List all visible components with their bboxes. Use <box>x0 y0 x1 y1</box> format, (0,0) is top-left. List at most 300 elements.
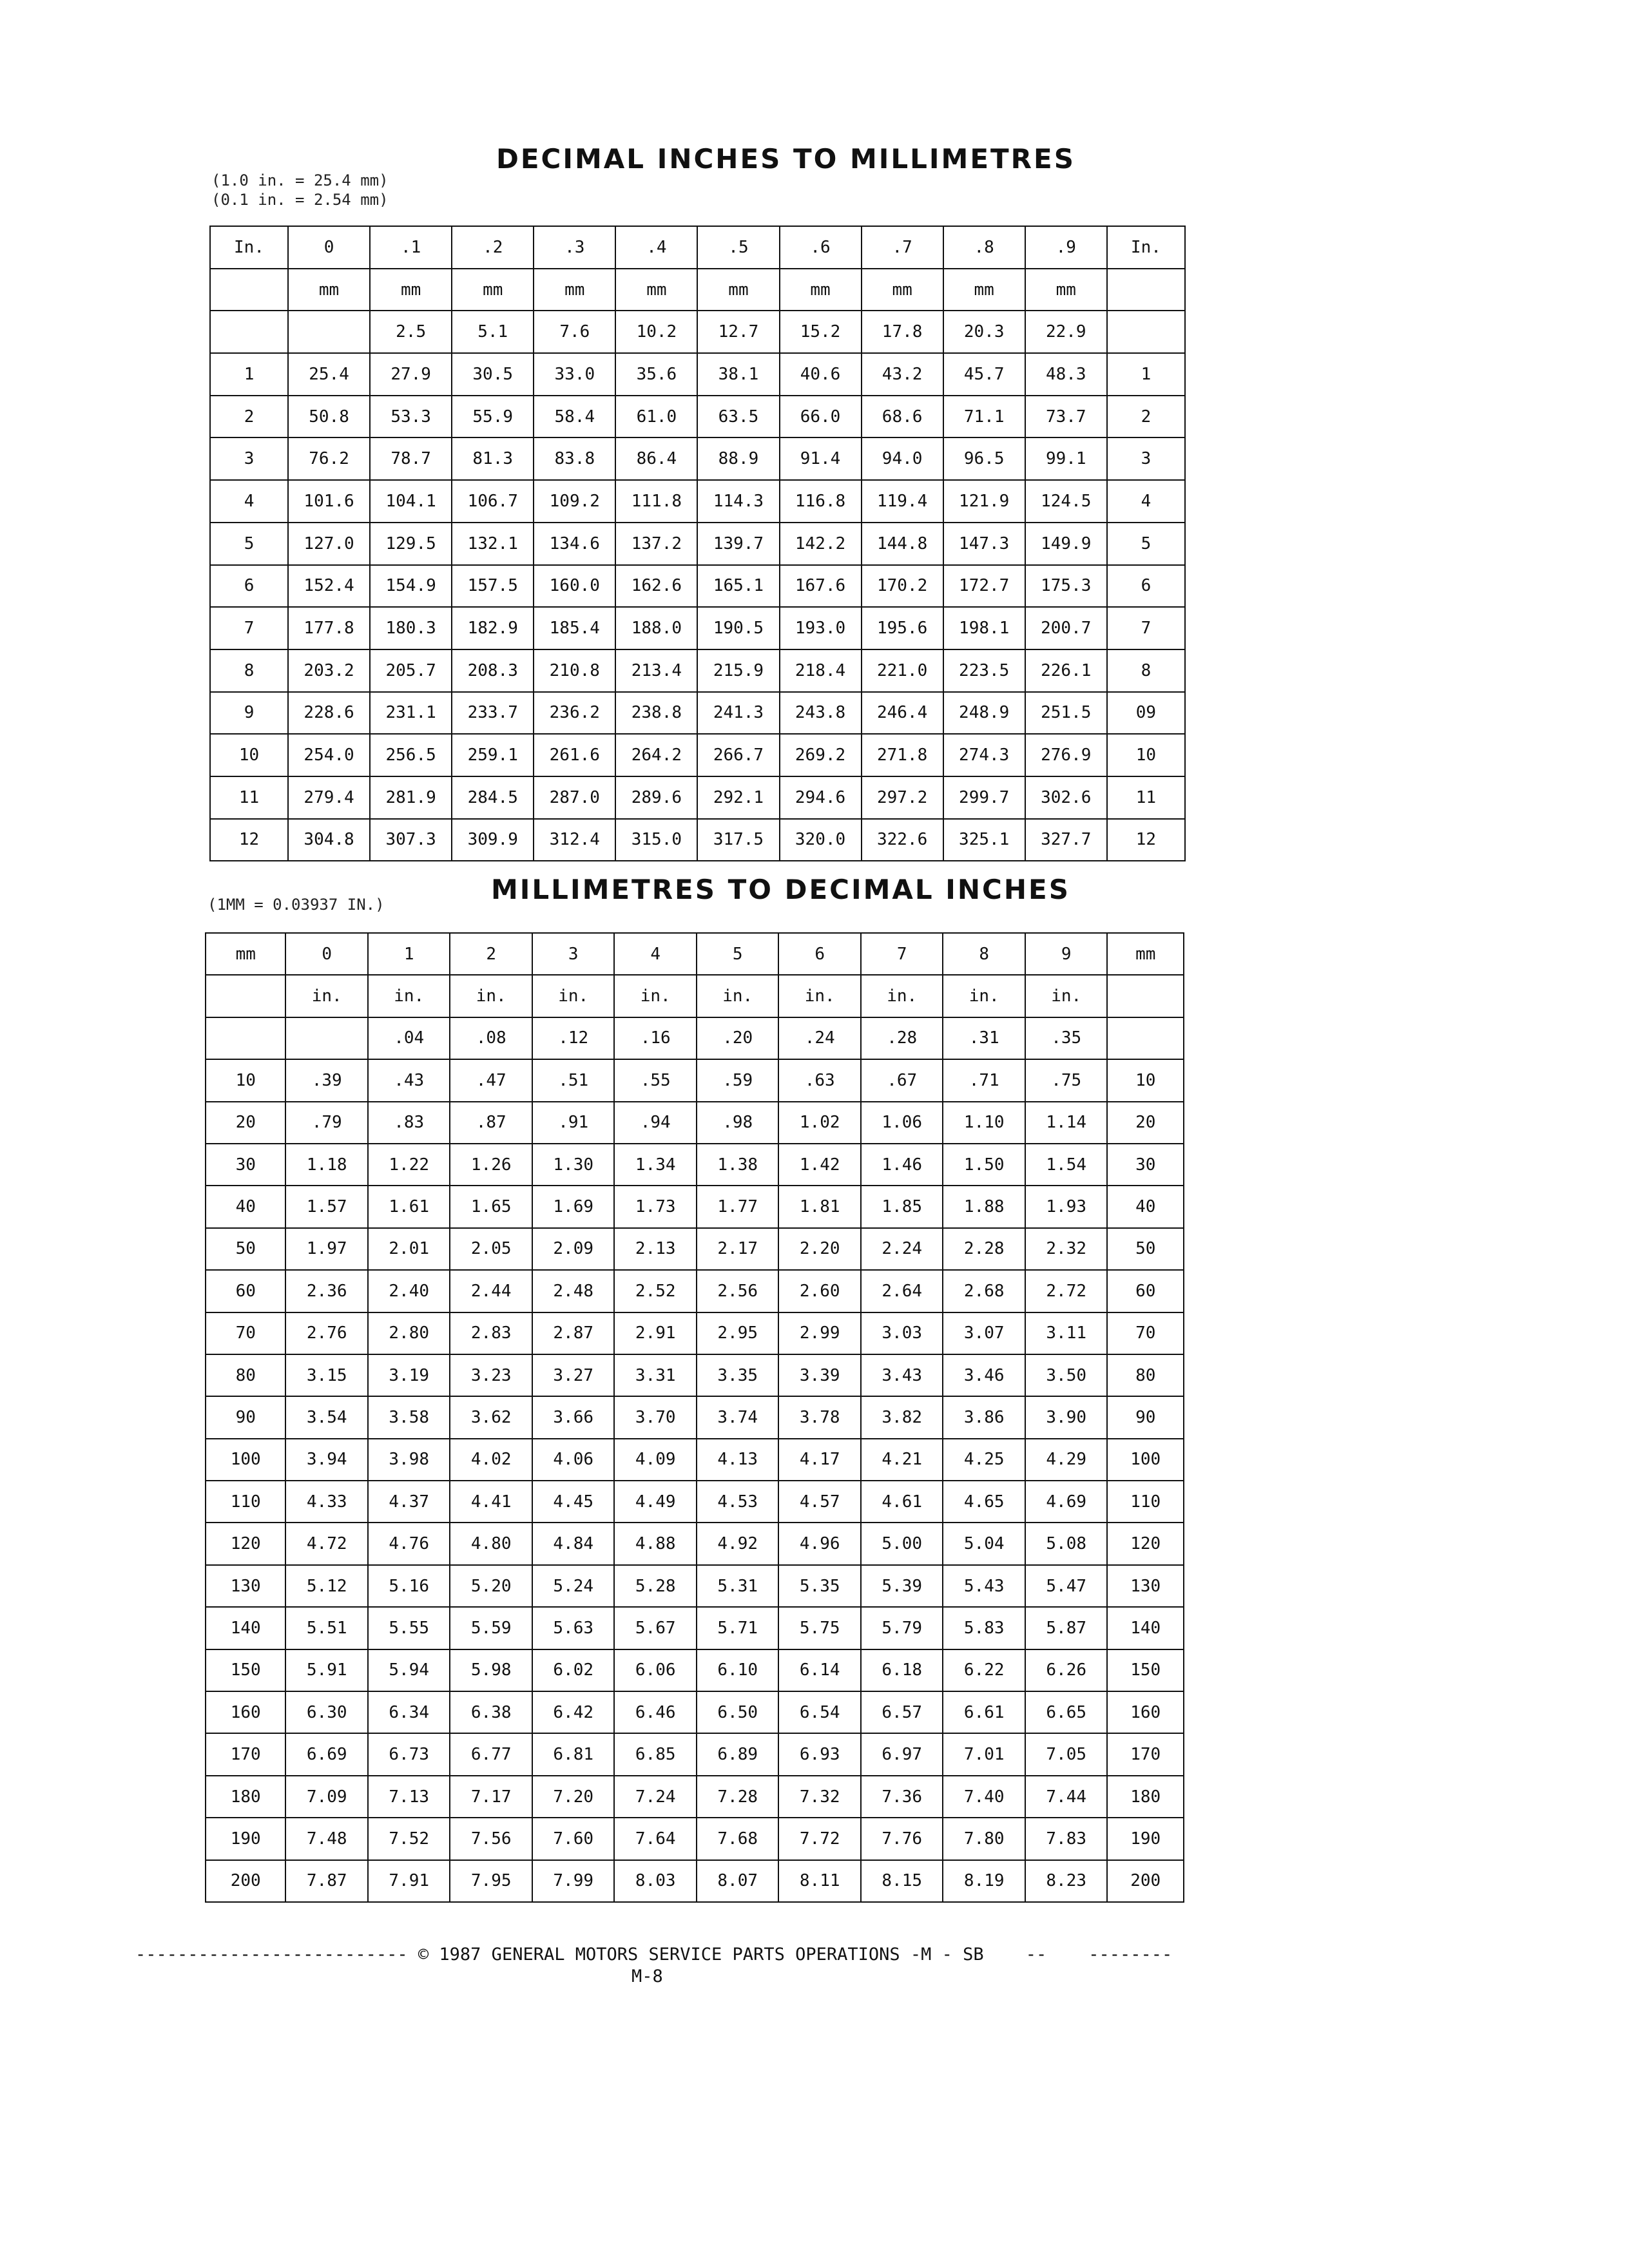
table-row <box>206 1102 1184 1144</box>
table-cell: 111.8 <box>615 480 697 523</box>
table-cell: 2.01 <box>368 1228 450 1270</box>
table-row <box>210 649 1185 692</box>
table-cell: 12.7 <box>697 311 779 353</box>
table-cell: 322.6 <box>862 819 943 861</box>
table-cell: 7.87 <box>285 1860 368 1902</box>
table-cell: 4.57 <box>778 1481 861 1523</box>
table-cell: 315.0 <box>615 819 697 861</box>
table-cell: 160 <box>1107 1691 1184 1733</box>
table-cell: 154.9 <box>370 565 452 608</box>
table-cell: 10 <box>206 1059 285 1101</box>
table-cell: 4.53 <box>697 1481 779 1523</box>
table-cell: 6.54 <box>778 1691 861 1733</box>
table-cell: 6.26 <box>1025 1649 1108 1691</box>
table-cell: 5 <box>210 523 288 565</box>
table-cell: 5.51 <box>285 1607 368 1649</box>
column-header-cell: .6 <box>780 226 862 269</box>
table-cell: 120 <box>1107 1523 1184 1564</box>
table-row <box>210 311 1185 353</box>
table-row <box>210 437 1185 480</box>
table-cell: 58.4 <box>534 396 615 438</box>
table-cell: 276.9 <box>1025 734 1107 776</box>
table-cell: 3.74 <box>697 1396 779 1438</box>
table-cell: 297.2 <box>862 776 943 819</box>
table-cell: 60 <box>1107 1270 1184 1312</box>
table-row <box>206 1481 1184 1523</box>
table-cell: 4.13 <box>697 1439 779 1481</box>
table-cell: 2.60 <box>778 1270 861 1312</box>
table-cell: 5.00 <box>861 1523 943 1564</box>
table-cell: 5.04 <box>943 1523 1025 1564</box>
table-cell: 6.14 <box>778 1649 861 1691</box>
table-cell: 147.3 <box>943 523 1025 565</box>
table-cell: 1.34 <box>614 1144 697 1186</box>
table-cell: 38.1 <box>697 353 779 396</box>
column-header-cell: mm <box>1107 933 1184 975</box>
table-cell: mm <box>862 269 943 311</box>
table-cell: 5.08 <box>1025 1523 1108 1564</box>
table-cell: 6.06 <box>614 1649 697 1691</box>
table-cell: 3.82 <box>861 1396 943 1438</box>
table-cell: 48.3 <box>1025 353 1107 396</box>
table-cell: mm <box>615 269 697 311</box>
table-cell: 2.28 <box>943 1228 1025 1270</box>
table-row <box>206 1144 1184 1186</box>
table-cell: 130 <box>206 1565 285 1607</box>
table-cell: 66.0 <box>780 396 862 438</box>
column-header-cell: 1 <box>368 933 450 975</box>
table-cell: 7.20 <box>532 1776 615 1818</box>
table-cell: 110 <box>1107 1481 1184 1523</box>
table-cell: 180.3 <box>370 607 452 649</box>
table-cell: 7 <box>210 607 288 649</box>
table-cell: .83 <box>368 1102 450 1144</box>
table-cell: 7.6 <box>534 311 615 353</box>
table-cell: 304.8 <box>288 819 370 861</box>
table-cell: .59 <box>697 1059 779 1101</box>
table-cell: 20.3 <box>943 311 1025 353</box>
table-cell: 5.91 <box>285 1649 368 1691</box>
table-cell: in. <box>861 975 943 1017</box>
page-title-mm-to-inches: MILLIMETRES TO DECIMAL INCHES <box>491 874 1070 905</box>
column-header-cell: 0 <box>288 226 370 269</box>
table-cell: in. <box>943 975 1025 1017</box>
table-cell: 213.4 <box>615 649 697 692</box>
table-cell: 7.32 <box>778 1776 861 1818</box>
table-row <box>210 480 1185 523</box>
table-cell: 5.55 <box>368 1607 450 1649</box>
table-cell: 6.50 <box>697 1691 779 1733</box>
table-cell: 6.73 <box>368 1733 450 1775</box>
page-number: M-8 <box>631 1966 663 1986</box>
table-cell: 5.24 <box>532 1565 615 1607</box>
column-header-cell: 3 <box>532 933 615 975</box>
table-cell: 241.3 <box>697 692 779 735</box>
table-cell: 6.46 <box>614 1691 697 1733</box>
table-cell: 251.5 <box>1025 692 1107 735</box>
table-cell: 1.65 <box>450 1186 532 1227</box>
table-cell: 160 <box>206 1691 285 1733</box>
table-cell: 320.0 <box>780 819 862 861</box>
table-row <box>210 734 1185 776</box>
table-cell: 6.97 <box>861 1733 943 1775</box>
table-cell: 2.68 <box>943 1270 1025 1312</box>
table-cell: 7.48 <box>285 1818 368 1860</box>
table-cell: 3.23 <box>450 1354 532 1396</box>
table-cell: 17.8 <box>862 311 943 353</box>
table-cell: .35 <box>1025 1017 1108 1059</box>
column-header-cell: 9 <box>1025 933 1108 975</box>
copyright-line: -------------------------- © 1987 GENERAL MOTORS SERVICE PARTS OPERATIONS -M - SB -- -------- <box>135 1945 1173 1965</box>
table-cell: 150 <box>206 1649 285 1691</box>
table-cell: 4.49 <box>614 1481 697 1523</box>
table-cell: 7.99 <box>532 1860 615 1902</box>
table-cell: 8.11 <box>778 1860 861 1902</box>
table-cell <box>1107 269 1185 311</box>
table-cell: mm <box>780 269 862 311</box>
table-cell: 165.1 <box>697 565 779 608</box>
table-cell: 2.05 <box>450 1228 532 1270</box>
table-cell: 22.9 <box>1025 311 1107 353</box>
table-cell: 80 <box>206 1354 285 1396</box>
table-cell: 160.0 <box>534 565 615 608</box>
table-cell: 4.41 <box>450 1481 532 1523</box>
table-cell: 33.0 <box>534 353 615 396</box>
table-cell: 80 <box>1107 1354 1184 1396</box>
table-cell: 3.66 <box>532 1396 615 1438</box>
table-cell: 6.22 <box>943 1649 1025 1691</box>
page-title-inches-to-mm: DECIMAL INCHES TO MILLIMETRES <box>496 143 1075 175</box>
table-cell: .67 <box>861 1059 943 1101</box>
table-cell: 11 <box>1107 776 1185 819</box>
table-cell: 101.6 <box>288 480 370 523</box>
table-cell: 4.69 <box>1025 1481 1108 1523</box>
table-cell: 2.56 <box>697 1270 779 1312</box>
table-cell: 1.02 <box>778 1102 861 1144</box>
table-cell: 119.4 <box>862 480 943 523</box>
table-cell: 6.38 <box>450 1691 532 1733</box>
table-cell: 7.05 <box>1025 1733 1108 1775</box>
table-cell: 2.36 <box>285 1270 368 1312</box>
table-cell: 6.10 <box>697 1649 779 1691</box>
column-header-cell: .8 <box>943 226 1025 269</box>
table-cell: 4.61 <box>861 1481 943 1523</box>
table-cell: 4.25 <box>943 1439 1025 1481</box>
table-cell: 4.88 <box>614 1523 697 1564</box>
column-header-cell: .7 <box>862 226 943 269</box>
table-cell: 3.03 <box>861 1312 943 1354</box>
table-cell <box>210 311 288 353</box>
table-row <box>206 1607 1184 1649</box>
table-cell: 2.44 <box>450 1270 532 1312</box>
table-row <box>210 819 1185 861</box>
table-cell: 1.26 <box>450 1144 532 1186</box>
table-cell: 5.28 <box>614 1565 697 1607</box>
table-cell: .55 <box>614 1059 697 1101</box>
table-cell: 180 <box>1107 1776 1184 1818</box>
table-cell: 223.5 <box>943 649 1025 692</box>
table-cell: mm <box>452 269 534 311</box>
table-cell <box>206 975 285 1017</box>
table-cell: mm <box>1025 269 1107 311</box>
table-cell: 7.64 <box>614 1818 697 1860</box>
table-cell: 73.7 <box>1025 396 1107 438</box>
table-cell: 3 <box>210 437 288 480</box>
table-cell: 5.83 <box>943 1607 1025 1649</box>
table-cell: 6.02 <box>532 1649 615 1691</box>
table-cell: 292.1 <box>697 776 779 819</box>
table-cell: .31 <box>943 1017 1025 1059</box>
table-cell <box>285 1017 368 1059</box>
table-cell: 5.31 <box>697 1565 779 1607</box>
table-cell: 302.6 <box>1025 776 1107 819</box>
table-cell: .20 <box>697 1017 779 1059</box>
table-cell: in. <box>1025 975 1108 1017</box>
table-row <box>206 1649 1184 1691</box>
table-cell: 63.5 <box>697 396 779 438</box>
table-cell: 60 <box>206 1270 285 1312</box>
table-cell: .91 <box>532 1102 615 1144</box>
table-row <box>210 353 1185 396</box>
table-cell: 30 <box>1107 1144 1184 1186</box>
table-cell: 2.5 <box>370 311 452 353</box>
table-cell: .16 <box>614 1017 697 1059</box>
table-row <box>206 1439 1184 1481</box>
table-cell: .43 <box>368 1059 450 1101</box>
table-cell: 43.2 <box>862 353 943 396</box>
table-cell: 90 <box>206 1396 285 1438</box>
column-header-cell: 0 <box>285 933 368 975</box>
table-cell: 7.56 <box>450 1818 532 1860</box>
table-cell: 2.80 <box>368 1312 450 1354</box>
table-cell: 4.21 <box>861 1439 943 1481</box>
table-cell: 6.57 <box>861 1691 943 1733</box>
table-row <box>210 565 1185 608</box>
table-cell: 86.4 <box>615 437 697 480</box>
table-cell: 7.28 <box>697 1776 779 1818</box>
table-cell: 09 <box>1107 692 1185 735</box>
table-cell: 90 <box>1107 1396 1184 1438</box>
table-cell: 10 <box>210 734 288 776</box>
table-cell: 139.7 <box>697 523 779 565</box>
table-cell: 4.17 <box>778 1439 861 1481</box>
table-cell: 6.81 <box>532 1733 615 1775</box>
table-cell: 2.99 <box>778 1312 861 1354</box>
column-header-cell: .5 <box>697 226 779 269</box>
table-cell: 1.50 <box>943 1144 1025 1186</box>
table-cell: 140 <box>1107 1607 1184 1649</box>
table-cell: 1.30 <box>532 1144 615 1186</box>
table-cell: 5.94 <box>368 1649 450 1691</box>
table-cell: 12 <box>210 819 288 861</box>
table-cell: 96.5 <box>943 437 1025 480</box>
table-cell: 152.4 <box>288 565 370 608</box>
table-row <box>206 1228 1184 1270</box>
table-row <box>206 1776 1184 1818</box>
table-row <box>206 1186 1184 1227</box>
table-cell: 130 <box>1107 1565 1184 1607</box>
table-cell: 1.42 <box>778 1144 861 1186</box>
table-cell: 2 <box>1107 396 1185 438</box>
table-cell: 7.76 <box>861 1818 943 1860</box>
table-cell: 3.54 <box>285 1396 368 1438</box>
table-cell: .51 <box>532 1059 615 1101</box>
table-cell: 7.13 <box>368 1776 450 1818</box>
units-row <box>206 975 1184 1017</box>
table-cell: 198.1 <box>943 607 1025 649</box>
table-cell: 246.4 <box>862 692 943 735</box>
table-cell: .47 <box>450 1059 532 1101</box>
table-cell: 3.94 <box>285 1439 368 1481</box>
table-cell: 99.1 <box>1025 437 1107 480</box>
table-cell: 50.8 <box>288 396 370 438</box>
table-cell: 7.40 <box>943 1776 1025 1818</box>
column-header-cell: In. <box>1107 226 1185 269</box>
table-cell: 3.15 <box>285 1354 368 1396</box>
table-cell: 1.93 <box>1025 1186 1108 1227</box>
table-cell: 50 <box>206 1228 285 1270</box>
table-cell <box>1107 975 1184 1017</box>
table-cell: 1.61 <box>368 1186 450 1227</box>
table-cell: 5 <box>1107 523 1185 565</box>
table-cell: 261.6 <box>534 734 615 776</box>
table-row <box>210 523 1185 565</box>
table-cell: 256.5 <box>370 734 452 776</box>
table-cell: 121.9 <box>943 480 1025 523</box>
table-cell: 140 <box>206 1607 285 1649</box>
table-cell: 76.2 <box>288 437 370 480</box>
table-cell: 116.8 <box>780 480 862 523</box>
table-cell: 307.3 <box>370 819 452 861</box>
table-cell: 3.19 <box>368 1354 450 1396</box>
table-row <box>210 396 1185 438</box>
note-line: (1.0 in. = 25.4 mm) <box>211 171 389 189</box>
table-cell: .28 <box>861 1017 943 1059</box>
table-cell: 7.72 <box>778 1818 861 1860</box>
table-cell: .94 <box>614 1102 697 1144</box>
table-cell: 4.33 <box>285 1481 368 1523</box>
table-cell: 109.2 <box>534 480 615 523</box>
table-cell: 3.78 <box>778 1396 861 1438</box>
table-cell: 7.24 <box>614 1776 697 1818</box>
table-cell: 1.18 <box>285 1144 368 1186</box>
table-cell: 2.09 <box>532 1228 615 1270</box>
table-cell: 3.27 <box>532 1354 615 1396</box>
table-cell: 137.2 <box>615 523 697 565</box>
table-cell: 1.06 <box>861 1102 943 1144</box>
table-cell: 210.8 <box>534 649 615 692</box>
table-cell: in. <box>532 975 615 1017</box>
table-cell: 91.4 <box>780 437 862 480</box>
table-cell: 4 <box>210 480 288 523</box>
table-cell: 7.52 <box>368 1818 450 1860</box>
table-cell: 279.4 <box>288 776 370 819</box>
table-cell: 3.70 <box>614 1396 697 1438</box>
table-cell: 5.87 <box>1025 1607 1108 1649</box>
table-cell: 238.8 <box>615 692 697 735</box>
table-cell <box>206 1017 285 1059</box>
table-cell: 7.91 <box>368 1860 450 1902</box>
table-cell: 7.17 <box>450 1776 532 1818</box>
table-cell: 1.69 <box>532 1186 615 1227</box>
table-cell: 2.17 <box>697 1228 779 1270</box>
table-cell: 6.65 <box>1025 1691 1108 1733</box>
table-cell: 124.5 <box>1025 480 1107 523</box>
table-cell: 4.09 <box>614 1439 697 1481</box>
table-cell: 94.0 <box>862 437 943 480</box>
table-cell: 27.9 <box>370 353 452 396</box>
table-cell: 1.14 <box>1025 1102 1108 1144</box>
inches-to-mm-table <box>209 226 1186 861</box>
table-cell: 180 <box>206 1776 285 1818</box>
table-cell: 70 <box>1107 1312 1184 1354</box>
table-cell: 3.50 <box>1025 1354 1108 1396</box>
table-cell: mm <box>943 269 1025 311</box>
table-cell: 5.39 <box>861 1565 943 1607</box>
table-cell: 3.86 <box>943 1396 1025 1438</box>
table-cell: .08 <box>450 1017 532 1059</box>
column-header-cell: 7 <box>861 933 943 975</box>
table-cell: in. <box>778 975 861 1017</box>
table-cell: 100 <box>206 1439 285 1481</box>
table-cell: 4.65 <box>943 1481 1025 1523</box>
table-cell: 7.36 <box>861 1776 943 1818</box>
table-cell: 5.71 <box>697 1607 779 1649</box>
table-cell: 7.83 <box>1025 1818 1108 1860</box>
table-cell: 1.77 <box>697 1186 779 1227</box>
table-row <box>206 1860 1184 1902</box>
table-cell <box>1107 1017 1184 1059</box>
table-cell: 6.77 <box>450 1733 532 1775</box>
table-cell: 129.5 <box>370 523 452 565</box>
table-cell: 284.5 <box>452 776 534 819</box>
table-cell: .04 <box>368 1017 450 1059</box>
table-cell: 3.62 <box>450 1396 532 1438</box>
table-cell: 7.80 <box>943 1818 1025 1860</box>
table-cell: 10 <box>1107 1059 1184 1101</box>
table-cell: 3.11 <box>1025 1312 1108 1354</box>
table-cell: 172.7 <box>943 565 1025 608</box>
table-cell: 1.85 <box>861 1186 943 1227</box>
table-cell: 4.84 <box>532 1523 615 1564</box>
table-cell: 312.4 <box>534 819 615 861</box>
note-line: (1MM = 0.03937 IN.) <box>207 896 385 914</box>
table-cell: 299.7 <box>943 776 1025 819</box>
table-row <box>206 1523 1184 1564</box>
table-cell: .24 <box>778 1017 861 1059</box>
table-cell: .75 <box>1025 1059 1108 1101</box>
table-cell: 4.29 <box>1025 1439 1108 1481</box>
column-header-cell: .1 <box>370 226 452 269</box>
table-cell: 3.46 <box>943 1354 1025 1396</box>
table-cell: 4.76 <box>368 1523 450 1564</box>
table-cell: 8.15 <box>861 1860 943 1902</box>
table-cell: 190 <box>1107 1818 1184 1860</box>
table-cell: 8.23 <box>1025 1860 1108 1902</box>
table-cell: 1.10 <box>943 1102 1025 1144</box>
table-cell: 317.5 <box>697 819 779 861</box>
table-cell: 7.44 <box>1025 1776 1108 1818</box>
table-cell: 10 <box>1107 734 1185 776</box>
table-cell: 1.88 <box>943 1186 1025 1227</box>
table-cell: 294.6 <box>780 776 862 819</box>
table-cell: 5.75 <box>778 1607 861 1649</box>
table-cell: 6.93 <box>778 1733 861 1775</box>
table-cell: 3.35 <box>697 1354 779 1396</box>
column-header-cell: 4 <box>614 933 697 975</box>
table-cell: 208.3 <box>452 649 534 692</box>
table-cell: 30.5 <box>452 353 534 396</box>
